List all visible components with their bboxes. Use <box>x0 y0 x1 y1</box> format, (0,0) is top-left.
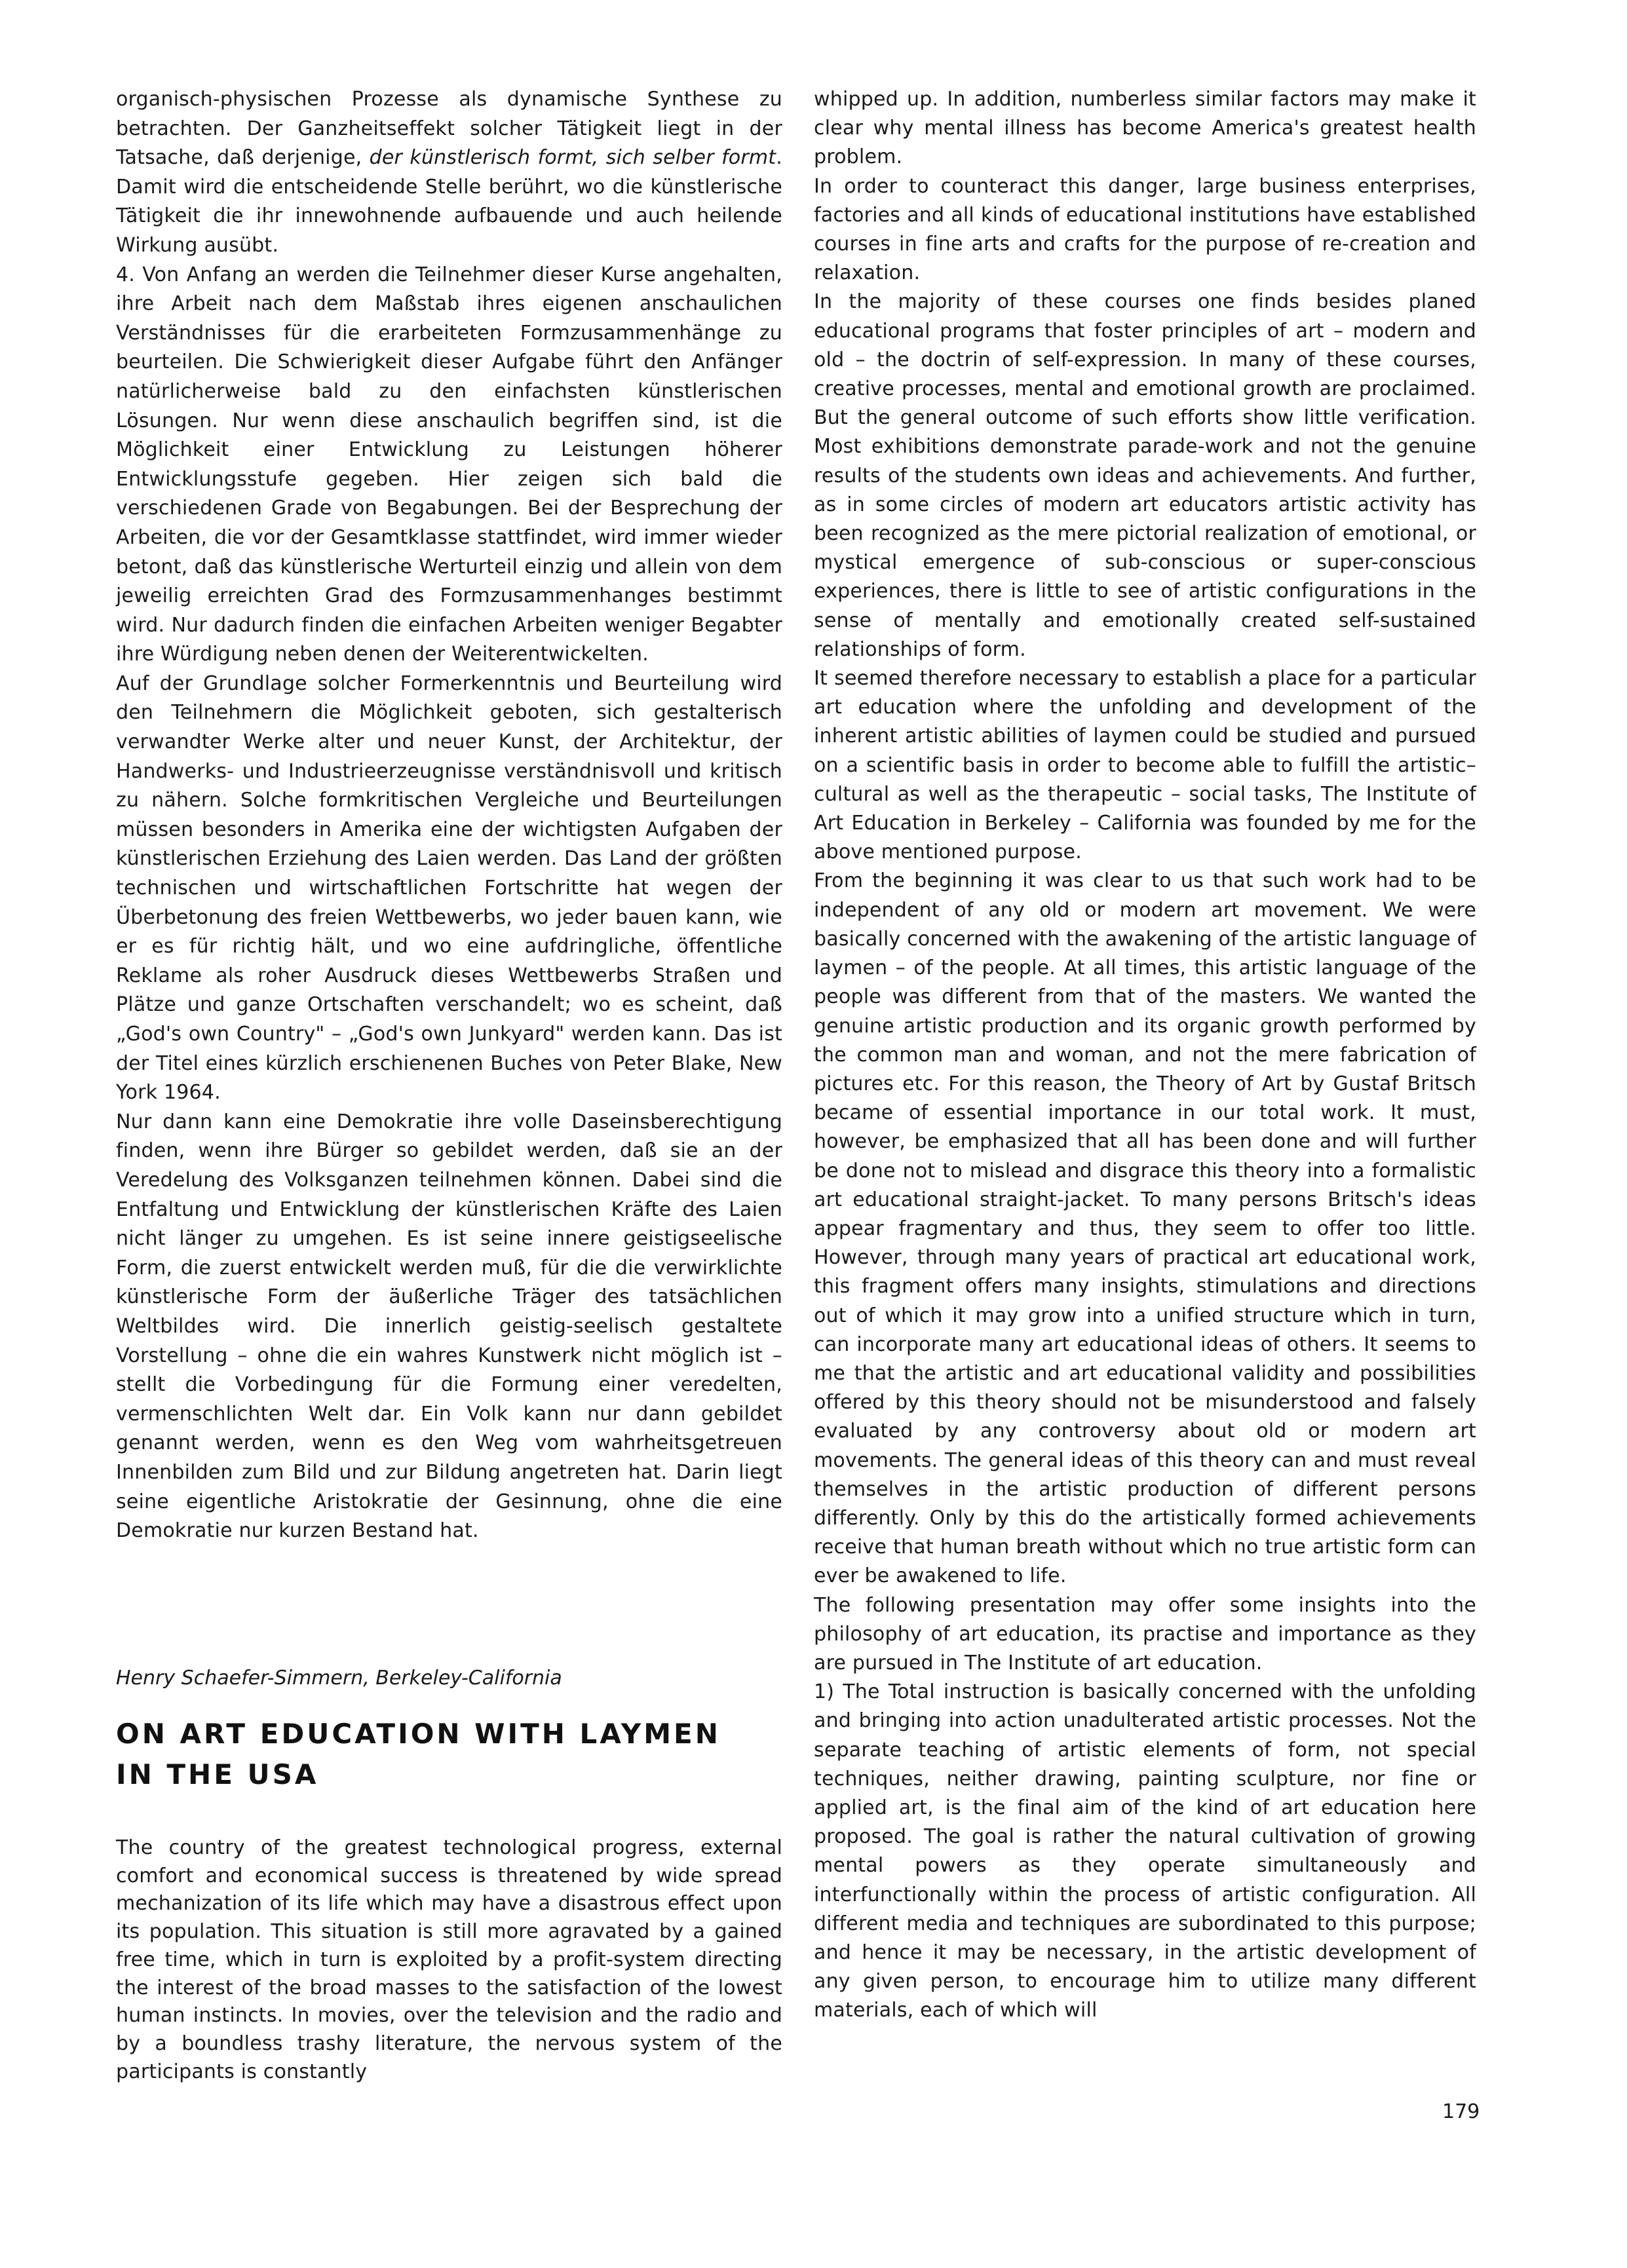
english-paragraph-7: 1) The Total instruction is basically concerned with the unfolding and bringing into action unadulterated artistic processes. Not the separate teaching of artistic elements of form, not special techniques, neither drawing, painting sculpture, nor fine or applied art, is the final aim of the kind of art education here proposed. The goal is rather the natural cultivation of growing mental powers as they operate simultaneously and interfunctionally within the process of artistic configuration. All different media and techniques are subordinated to this purpose; and hence it may be necessary, in the artistic development of any given person, to encourage him to utilize many different materials, each of which will <box>814 1680 1476 2022</box>
english-paragraph-4: It seemed therefore necessary to establish a place for a particular art education where the unfolding and development of the inherent artistic abilities of laymen could be studied and pursued on a scientific basis in order to become able to fulfill the artistic–cultural as well as the therapeutic – social tasks, The Institute of Art Education in Berkeley – California was founded by me for the above mentioned purpose. <box>814 667 1476 864</box>
german-paragraph-1: organisch-physischen Prozesse als dynamische Synthese zu betrachten. Der Ganzheitseffekt solcher Tätigkeit liegt in der Tatsache, daß derjenige, der künstlerisch formt, sich selber formt. Damit wird die entscheidende Stelle berührt, wo die künstlerische Tätigkeit die ihr innewohnende aufbauende und auch heilende Wirkung ausübt. <box>116 88 783 257</box>
article-intro-paragraph: The country of the greatest technological progress, external comfort and economical success is threatened by wide spread mechanization of its life which may have a disastrous effect upon its population. This situation is still more agravated by a gained free time, which in turn is exploited by a profit-system directing the interest of the broad masses to the satisfaction of the lowest human instincts. In movies, over the television and the radio and by a boundless trashy literature, the nervous system of the participants is constantly <box>116 1836 782 2083</box>
right-column-english-text <box>814 85 1476 2026</box>
article-title <box>116 1714 782 1795</box>
german-paragraph-2: 4. Von Anfang an werden die Teilnehmer dieser Kurse angehalten, ihre Arbeit nach dem Maßstab ihres eigenen anschaulichen Verständnisses für die erarbeiteten Formzusammenhänge zu beurteilen. Die Schwierigkeit dieser Aufgabe führt den Anfänger natürlicherweise bald zu den einfachsten künstlerischen Lösungen. Nur wenn diese anschaulich begriffen sind, ist die Möglichkeit einer Entwicklung zu Leistungen höherer Entwicklungsstufe gegeben. Hier zeigen sich bald die verschiedenen Grade von Begabungen. Bei der Besprechung der Arbeiten, die vor der Gesamtklasse stattfindet, wird immer wieder betont, daß das künstlerische Werturteil einzig und allein von dem jeweilig erreichten Grad des Formzusammenhanges bestimmt wird. Nur dadurch finden die einfachen Arbeiten weniger Begabter ihre Würdigung neben denen der Weiterentwickelten. <box>116 263 782 666</box>
english-paragraph-1: whipped up. In addition, numberless similar factors may make it clear why mental illness has become America's greatest health problem. <box>814 88 1476 169</box>
emphasized-phrase: der künstlerisch formt, sich selber formt <box>369 146 776 170</box>
article-title-line-1: ON ART EDUCATION WITH LAYMEN <box>116 1718 721 1750</box>
english-paragraph-2: In order to counteract this danger, large business enterprises, factories and all kinds of educational institutions have established courses in fine arts and crafts for the purpose of re-creation and relaxation. <box>814 174 1476 285</box>
article-title-line-2: IN THE USA <box>116 1758 319 1790</box>
english-paragraph-3: In the majority of these courses one finds besides planed educational programs that foster principles of art – modern and old – the doctrin of self-expression. In many of these courses, creative processes, mental and emotional growth are proclaimed. But the general outcome of such efforts show little verification. Most exhibitions demonstrate parade-work and not the genuine results of the students own ideas and achievements. And further, as in some circles of modern art educators artistic activity has been recognized as the mere pictorial realization of emotional, or mystical emergence of sub-conscious or super-conscious experiences, there is little to see of artistic configurations in the sense of mentally and emotionally created self-sustained relationships of form. <box>814 290 1476 661</box>
article-byline: Henry Schaefer-Simmern, Berkeley-California <box>116 1667 562 1690</box>
german-paragraph-4: Nur dann kann eine Demokratie ihre volle Daseinsberechtigung finden, wenn ihre Bürger so gebildet werden, daß sie an der Veredelung des Volksganzen teilnehmen können. Dabei sind die Entfaltung und Entwicklung der künstlerischen Kräfte des Laien nicht länger zu umgehen. Es ist seine innere geistigseelische Form, die zuerst entwickelt werden muß, für die die verwirklichte künstlerische Form der äußerliche Träger des tatsächlichen Weltbildes wird. Die innerlich geistig-seelisch gestaltete Vorstellung – ohne die ein wahres Kunstwerk nicht möglich ist – stellt die Vorbedingung für die Formung einer veredelten, vermenschlichten Welt dar. Ein Volk kann nur dann gebildet genannt werden, wenn es den Weg vom wahrheitsgetreuen Innenbilden zum Bild und zur Bildung angetreten hat. Darin liegt seine eigentliche Aristokratie der Gesinnung, ohne die eine Demokratie nur kurzen Bestand hat. <box>116 1110 782 1543</box>
german-paragraph-3: Auf der Grundlage solcher Formerkenntnis und Beurteilung wird den Teilnehmern die Möglichkeit geboten, sich gestalterisch verwandter Werke alter und neuer Kunst, der Architektur, der Handwerks- und Industrieerzeugnisse verständnisvoll und kritisch zu nähern. Solche formkritischen Vergleiche und Beurteilungen müssen besonders in Amerika eine der wichtigsten Aufgaben der künstlerischen Erziehung des Laien werden. Das Land der größten technischen und wirtschaftlichen Fortschritte hat wegen der Überbetonung des freien Wettbewerbs, wo jeder bauen kann, wie er es für richtig hält, und wo eine aufdringliche, öffentliche Reklame als roher Ausdruck dieses Wettbewerbs Straßen und Plätze und ganze Ortschaften verschandelt; wo es scheint, daß „God's own Country" – „God's own Junkyard" werden kann. Das ist der Titel eines kürzlich erschienenen Buches von Peter Blake, New York 1964. <box>116 671 782 1105</box>
english-paragraph-5: From the beginning it was clear to us that such work had to be independent of any old or modern art movement. We were basically concerned with the awakening of the artistic language of laymen – of the people. At all times, this artistic language of the people was different from that of the masters. We wanted the genuine artistic production and its organic growth performed by the common man and woman, and not the mere fabrication of pictures etc. For this reason, the Theory of Art by Gustaf Britsch became of essential importance in our total work. It must, however, be emphasized that all has been done and will further be done not to mislead and disgrace this theory into a formalistic art educational straight-jacket. To many persons Britsch's ideas appear fragmentary and thus, they seem to offer too little. However, through many years of practical art educational work, this fragment offers many insights, stimulations and directions out of which it may grow into a unified structure which in turn, can incorporate many art educational ideas of others. It seems to me that the artistic and art educational validity and possibilities offered by this theory should not be misunderstood and falsely evaluated by any controversy about old or modern art movements. The general ideas of this theory can and must reveal themselves in the artistic production of different persons differently. Only by this do the artistically formed achievements receive that human breath without which no true artistic form can ever be awakened to life. <box>814 869 1476 1588</box>
page-number: 179 <box>1442 2100 1480 2123</box>
article-intro <box>116 1834 782 2086</box>
left-column-german-text <box>116 85 782 1546</box>
english-paragraph-6: The following presentation may offer some insights into the philosophy of art education, its practise and importance as they are pursued in The Institute of art education. <box>814 1593 1476 1674</box>
